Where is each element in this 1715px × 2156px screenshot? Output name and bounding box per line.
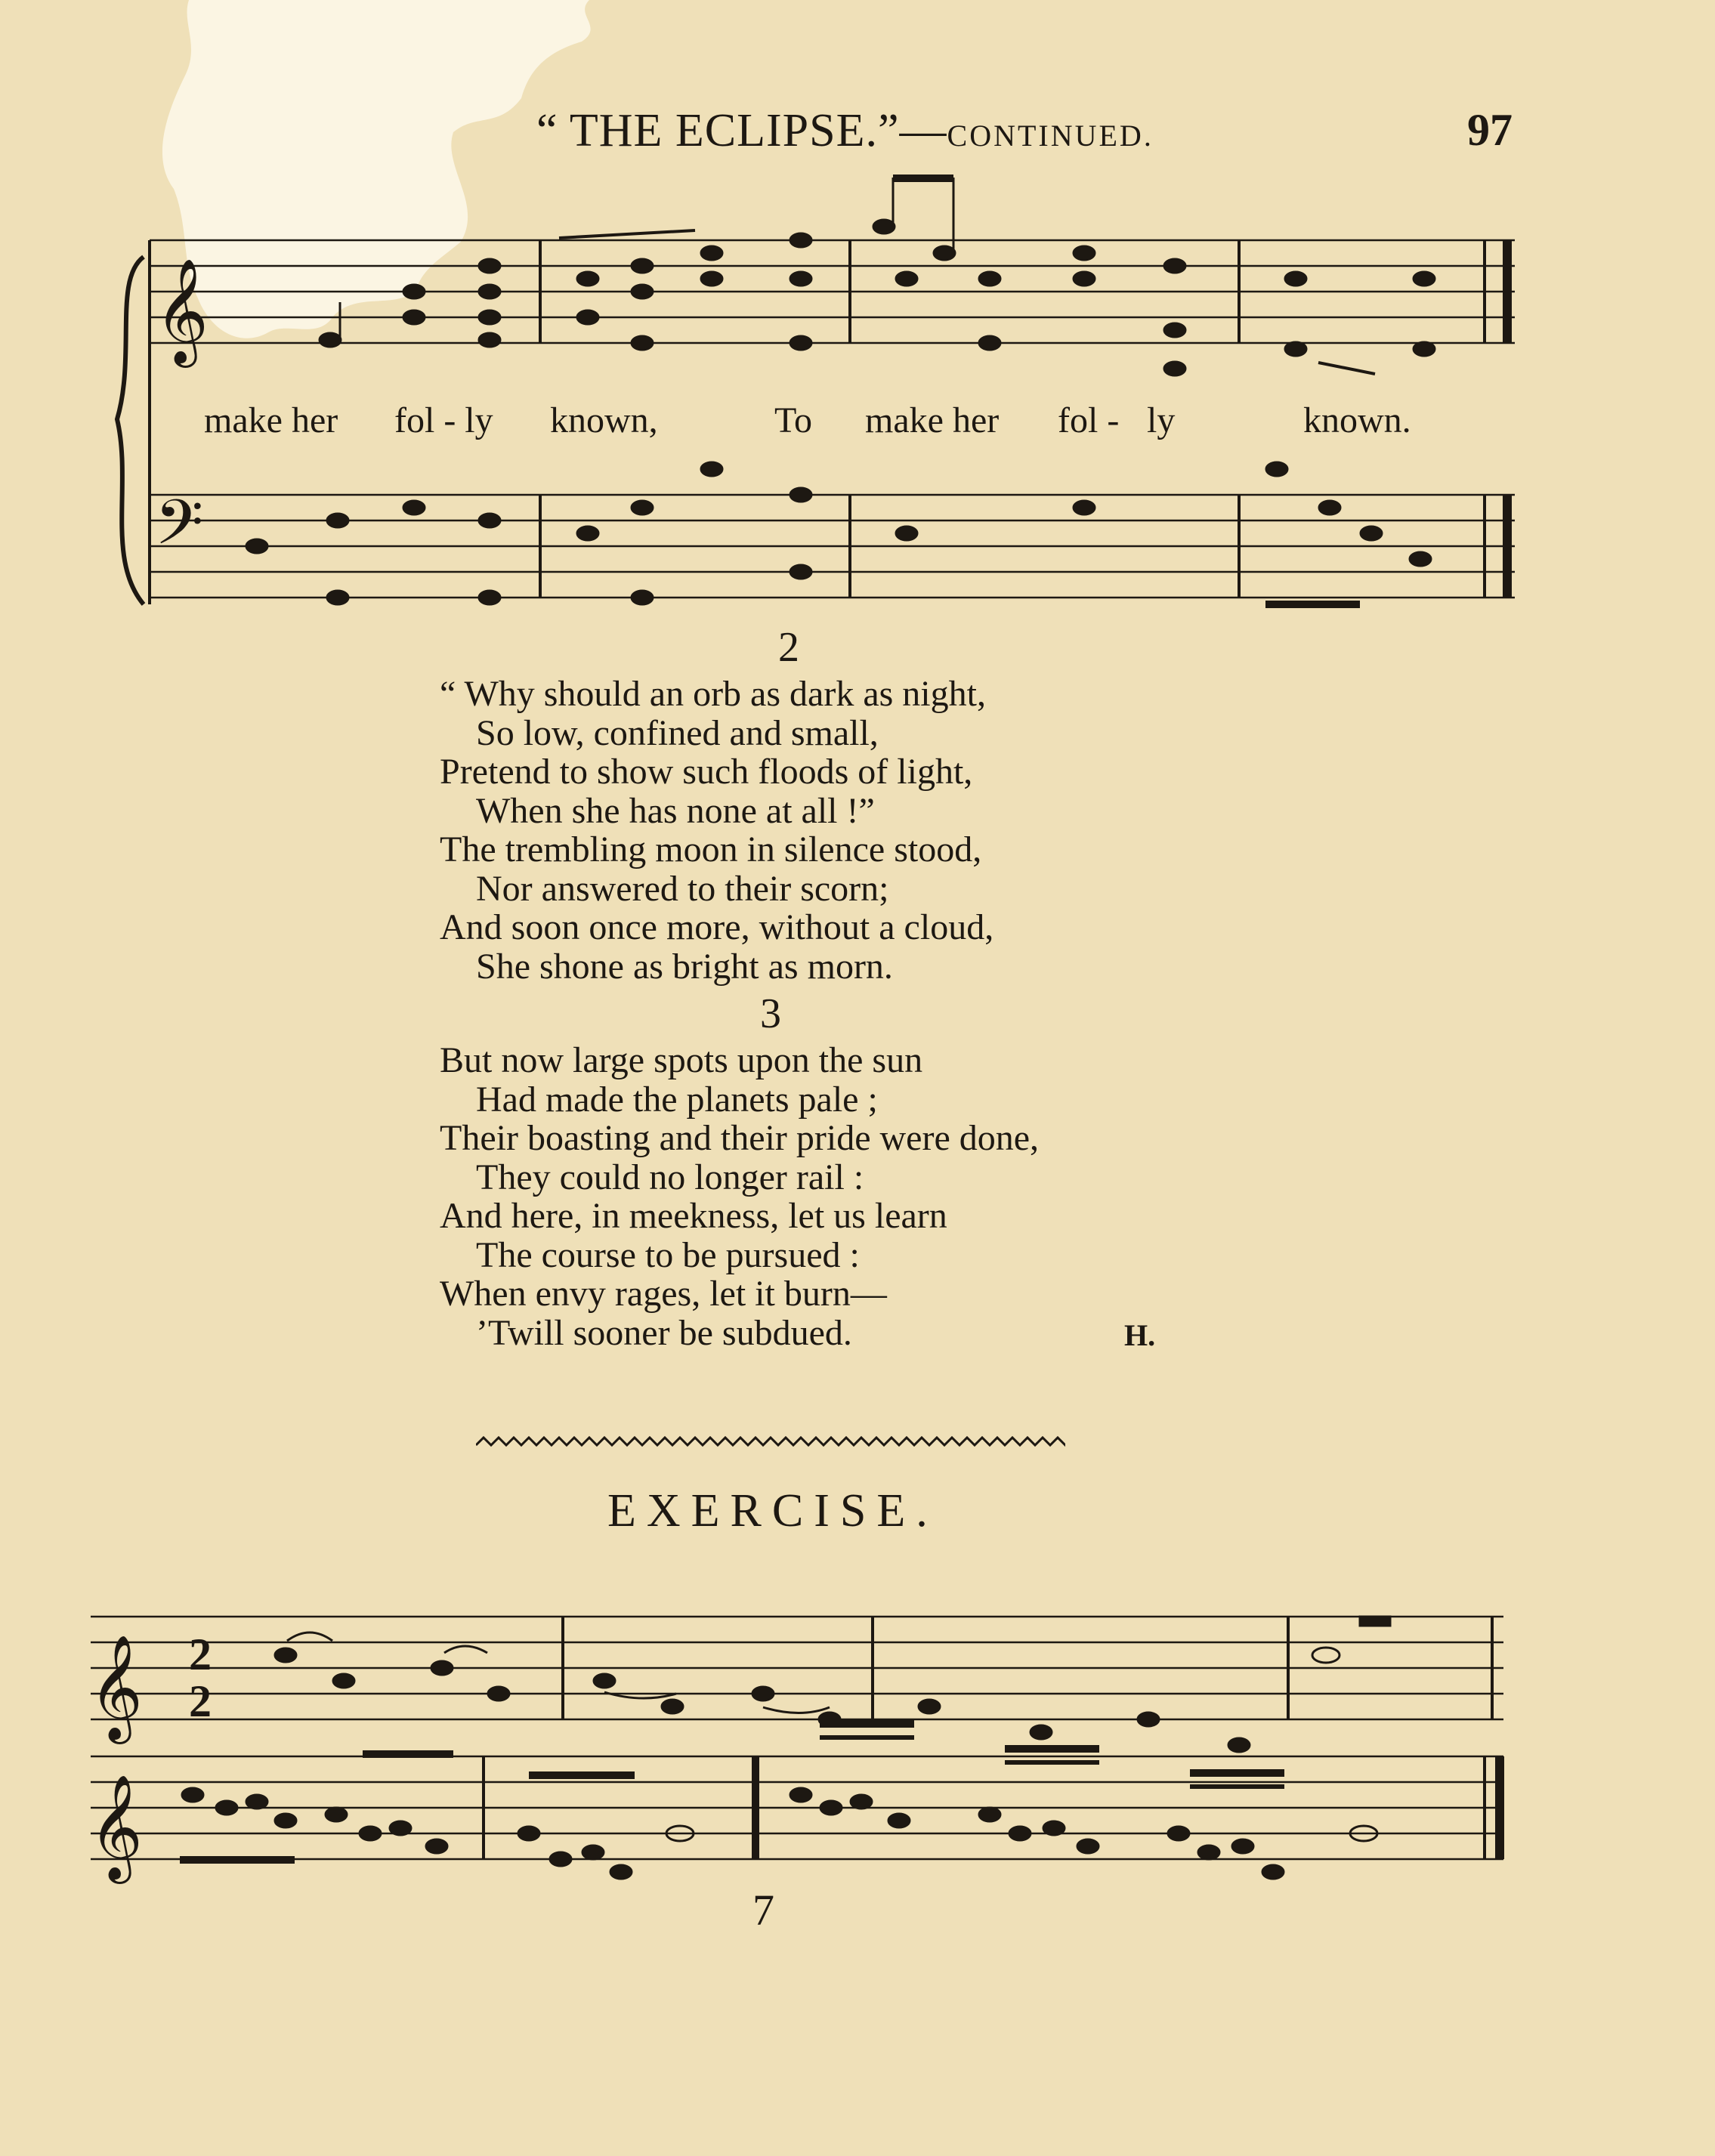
lyric-syllable: make her xyxy=(204,400,338,440)
verse-line: She shone as bright as morn. xyxy=(476,946,893,987)
song-title: “ THE ECLIPSE.”— xyxy=(536,105,947,156)
verse-line: When she has none at all !” xyxy=(476,790,875,831)
verse-line: And soon once more, without a cloud, xyxy=(440,907,994,947)
page-number: 97 xyxy=(1467,105,1513,155)
wavy-divider xyxy=(476,1432,1065,1454)
verse-line: Nor answered to their scorn; xyxy=(476,868,889,909)
treble-clef: 𝄞 xyxy=(89,1637,143,1737)
lyric-syllable: To xyxy=(774,400,812,440)
time-signature-top: 2 xyxy=(189,1629,212,1679)
bass-notes xyxy=(246,462,1431,604)
verse-number: 3 xyxy=(760,990,781,1037)
verse-line: And here, in meekness, let us learn xyxy=(440,1196,947,1236)
exercise-title: EXERCISE. xyxy=(607,1485,938,1537)
lyric-syllable: ly xyxy=(1147,400,1176,440)
continued-label: CONTINUED. xyxy=(947,119,1154,153)
lyric-syllable: known, xyxy=(550,400,658,440)
verse-line: They could no longer rail : xyxy=(476,1157,864,1197)
verse-2 xyxy=(440,675,993,986)
system-brace xyxy=(117,257,144,604)
verse-line: “ Why should an orb as dark as night, xyxy=(440,674,986,714)
verse-3 xyxy=(440,1041,1039,1352)
lyric-syllable: fol - xyxy=(1058,400,1120,440)
verse-line: Pretend to show such floods of light, xyxy=(440,752,973,792)
verse-line: Their boasting and their pride were done, xyxy=(440,1118,1040,1158)
lyric-syllable: fol - ly xyxy=(394,400,493,440)
exercise-staff-1 xyxy=(91,1617,1503,1719)
verse-line: When envy rages, let it burn— xyxy=(440,1274,887,1314)
bass-clef: 𝄢 xyxy=(155,489,204,573)
verse-line: The course to be pursued : xyxy=(476,1234,860,1275)
verse-line: The trembling moon in silence stood, xyxy=(440,829,982,870)
exercise-number: 7 xyxy=(752,1886,774,1935)
bass-staff xyxy=(150,495,1515,598)
treble-notes xyxy=(320,178,1435,375)
exercise-notes-1 xyxy=(275,1617,1390,1752)
treble-clef: 𝄞 xyxy=(89,1777,143,1877)
time-signature-bottom: 2 xyxy=(189,1676,212,1726)
verse-line: So low, confined and small, xyxy=(476,712,879,753)
lyric-syllable: make her xyxy=(865,400,1000,440)
exercise-staff-2 xyxy=(91,1756,1503,1859)
lyrics-line xyxy=(204,400,1411,440)
treble-staff xyxy=(150,240,1515,343)
verse-line: Had made the planets pale ; xyxy=(476,1079,878,1120)
verse-number: 2 xyxy=(778,624,799,671)
exercise-notes-2 xyxy=(180,1724,1377,1879)
treble-clef: 𝄞 xyxy=(155,261,209,361)
lyric-syllable: known. xyxy=(1303,400,1411,440)
hymn-score-system xyxy=(0,0,1715,665)
author-initial: H. xyxy=(1124,1318,1156,1352)
exercise-score xyxy=(0,1556,1715,1904)
verse-line: But now large spots upon the sun xyxy=(440,1040,923,1080)
verse-line: ’Twill sooner be subdued. xyxy=(476,1312,852,1353)
